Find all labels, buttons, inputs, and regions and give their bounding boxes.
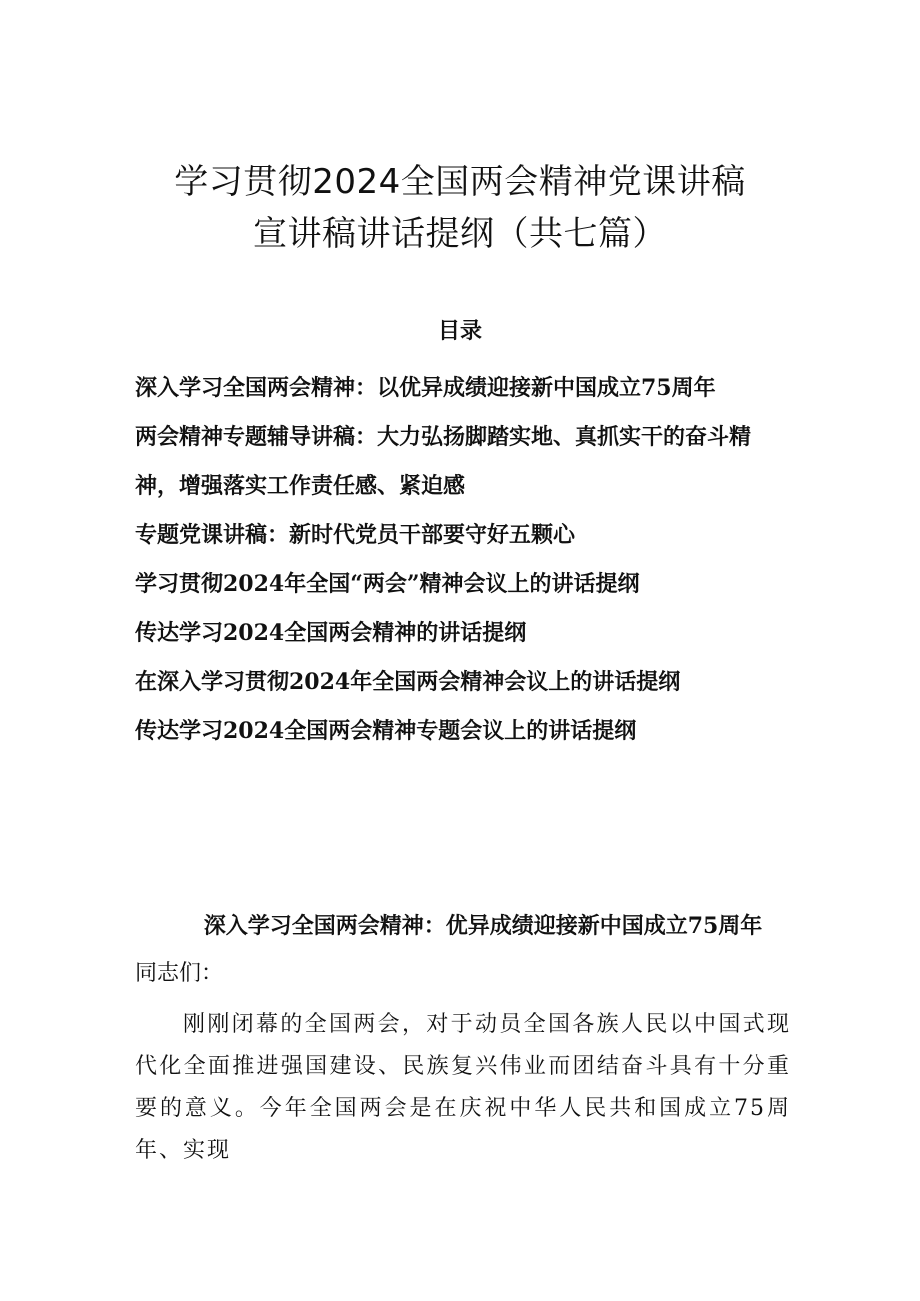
toc-heading: 目录 xyxy=(437,319,482,344)
toc-item-5[interactable]: 传达学习2024全国两会精神的讲话提纲 xyxy=(135,620,527,646)
article-paragraph: 刚刚闭幕的全国两会，对于动员全国各族人民以中国式现代化全面推进强国建设、民族复兴伟业而团结奋斗具有十分重要的意义。今年全国两会是在庆祝中华人民共和国成立75周年、实现 xyxy=(135,1012,791,1163)
article-salutation: 同志们： xyxy=(135,961,224,986)
table-of-contents xyxy=(135,364,755,756)
toc-item-7[interactable]: 传达学习2024全国两会精神专题会议上的讲话提纲 xyxy=(135,718,637,744)
toc-item-4[interactable]: 学习贯彻2024年全国“两会”精神会议上的讲话提纲 xyxy=(135,571,640,597)
toc-item-2[interactable]: 两会精神专题辅导讲稿：大力弘扬脚踏实地、真抓实干的奋斗精神，增强落实工作责任感、紧迫感 xyxy=(135,424,752,499)
toc-item-1[interactable]: 深入学习全国两会精神：以优异成绩迎接新中国成立75周年 xyxy=(135,375,716,401)
article-title: 深入学习全国两会精神：优异成绩迎接新中国成立75周年 xyxy=(203,913,763,939)
document-title-line-1: 学习贯彻2024全国两会精神党课讲稿 xyxy=(174,162,746,202)
toc-item-6[interactable]: 在深入学习贯彻2024年全国两会精神会议上的讲话提纲 xyxy=(135,669,681,695)
document-title-line-2: 宣讲稿讲话提纲（共七篇） xyxy=(253,214,667,254)
toc-item-3[interactable]: 专题党课讲稿：新时代党员干部要守好五颗心 xyxy=(135,522,576,548)
